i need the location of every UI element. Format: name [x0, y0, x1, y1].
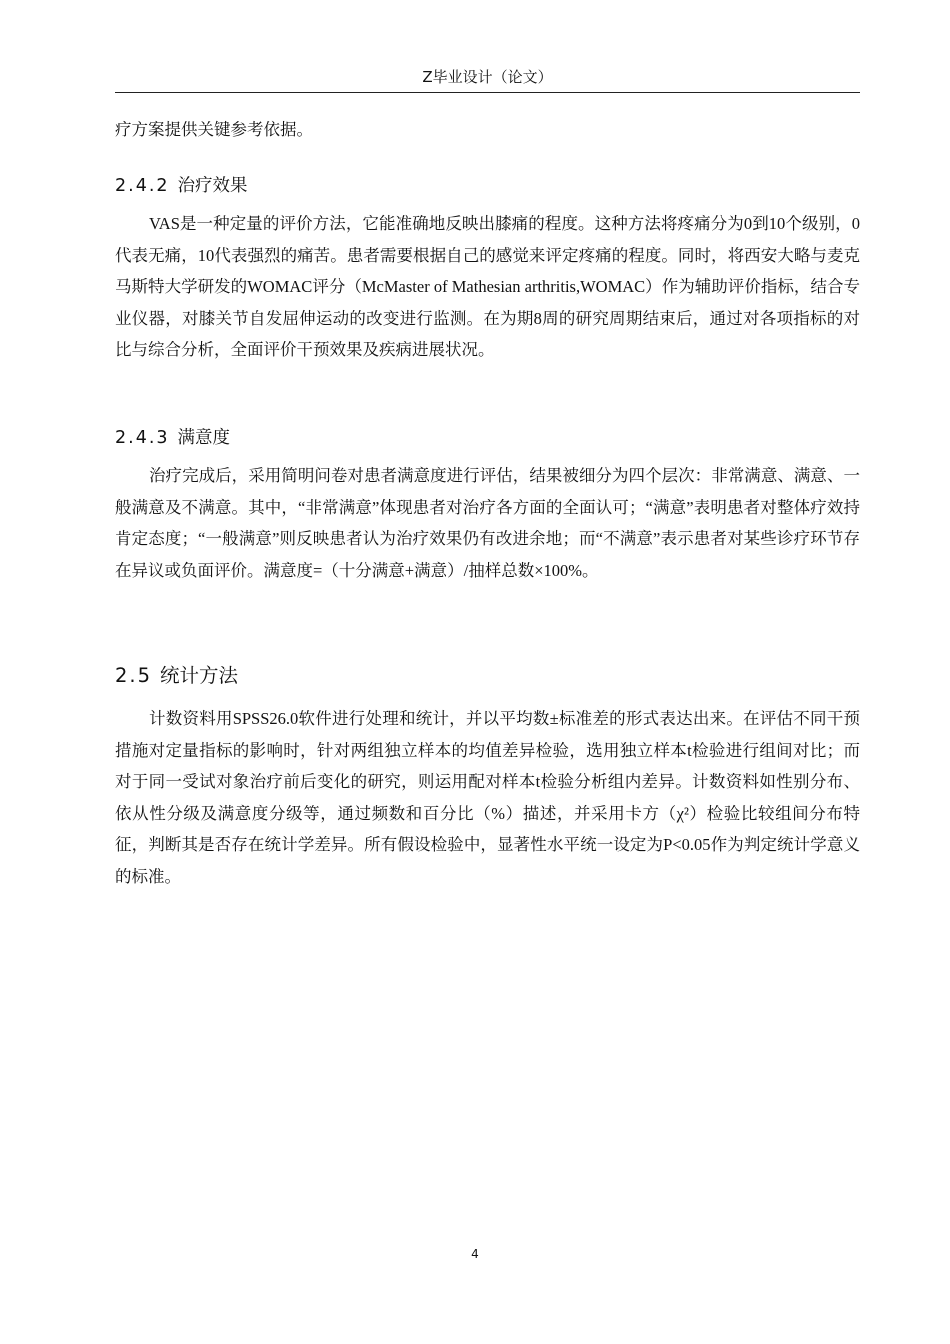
paragraph-treatment-effect	[115, 208, 860, 366]
section-heading-2-5	[115, 660, 238, 688]
section-title: 统计方法	[160, 664, 239, 687]
section-heading-2-4-2	[115, 172, 248, 197]
page-header: Z毕业设计（论文）	[422, 68, 553, 86]
page-number: 4	[471, 1247, 479, 1261]
paragraph-text: 计数资料用SPSS26.0软件进行处理和统计，并以平均数±标准差的形式表达出来。在评估不同干预措施对定量指标的影响时，针对两组独立样本的均值差异检验，选用独立样本t检验进行组间对比；而对于同一受试对象治疗前后变化的研究，则运用配对样本t检验分析组内差异。计数资料如性别分布、依从性分级及满意度分级等，通过频数和百分比（%）描述，并采用卡方（χ²）检验比较组间分布特征，判断其是否存在统计学差异。所有假设检验中，显著性水平统一设定为P<0.05作为判定统计学意义的标准。	[115, 709, 860, 886]
paragraph-text: 疗方案提供关键参考依据。	[115, 120, 313, 139]
paragraph-continued	[115, 114, 860, 146]
paragraph-satisfaction	[115, 460, 860, 586]
section-number: 2.4.3	[115, 428, 170, 448]
paragraph-text: VAS是一种定量的评价方法，它能准确地反映出膝痛的程度。这种方法将疼痛分为0到10个级别，0代表无痛，10代表强烈的痛苦。患者需要根据自己的感觉来评定疼痛的程度。同时，将西安大略与麦克马斯特大学研发的WOMAC评分（McMaster of Mathesian arthritis,WOMAC）作为辅助评价指标，结合专业仪器，对膝关节自发屈伸运动的改变进行监测。在为期8周的研究周期结束后，通过对各项指标的对比与综合分析，全面评价干预效果及疾病进展状况。	[115, 214, 860, 359]
section-number: 2.4.2	[115, 176, 170, 196]
paragraph-statistics	[115, 703, 860, 892]
section-heading-2-4-3	[115, 424, 230, 449]
header-divider	[115, 92, 860, 93]
section-title: 满意度	[177, 428, 231, 448]
section-number: 2.5	[115, 664, 153, 687]
paragraph-text: 治疗完成后，采用简明问卷对患者满意度进行评估，结果被细分为四个层次：非常满意、满意、一般满意及不满意。其中，“非常满意”体现患者对治疗各方面的全面认可；“满意”表明患者对整体疗效持肯定态度；“一般满意”则反映患者认为治疗效果仍有改进余地；而“不满意”表示患者对某些诊疗环节存在异议或负面评价。满意度=（十分满意+满意）/抽样总数×100%。	[115, 466, 860, 580]
section-title: 治疗效果	[177, 176, 248, 196]
